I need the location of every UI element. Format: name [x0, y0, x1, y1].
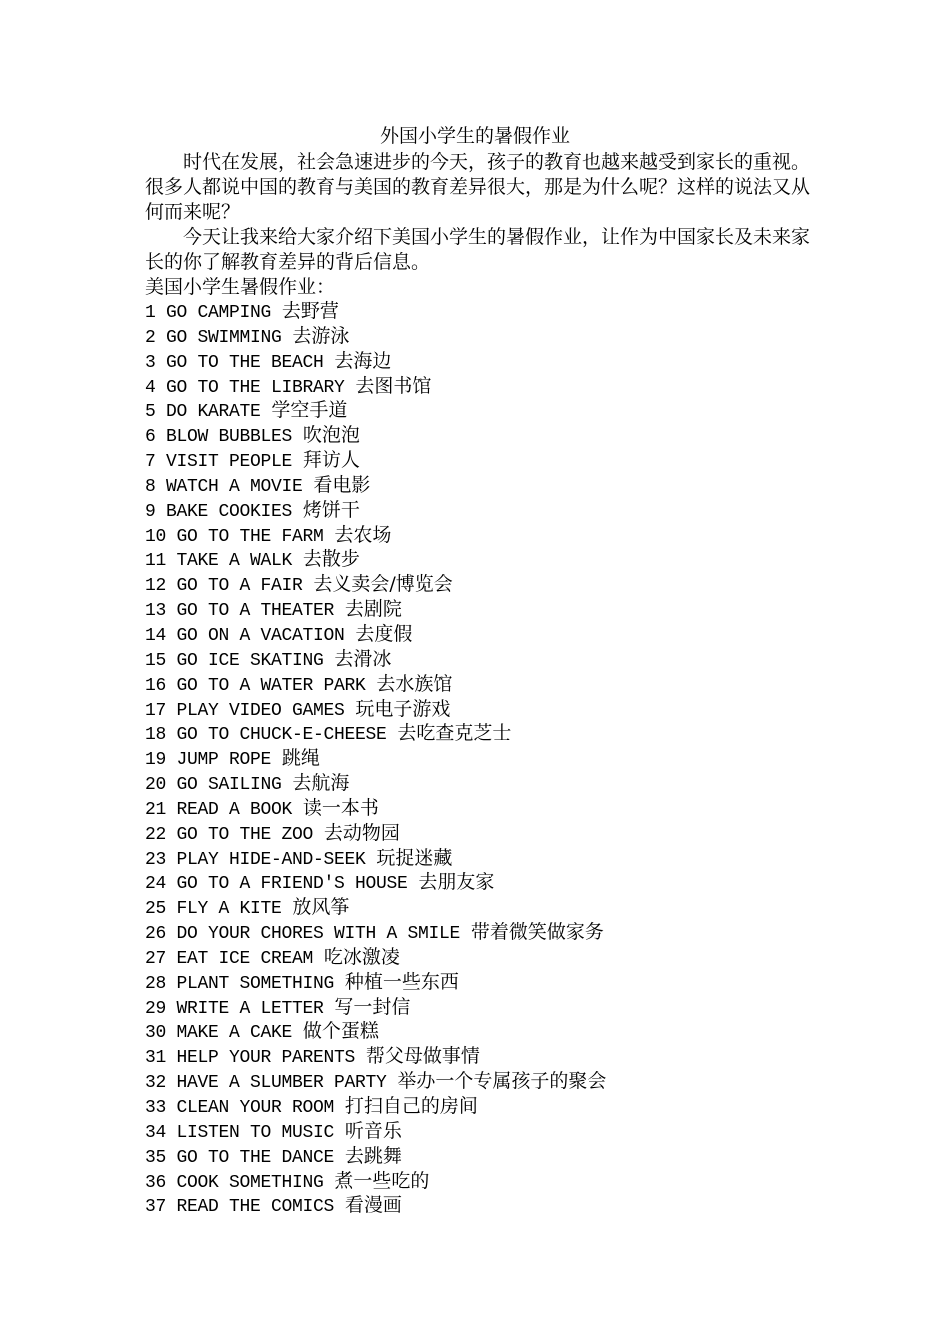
list-item-english: 37 READ THE COMICS — [145, 1197, 335, 1218]
list-item-chinese: 看电影 — [313, 473, 371, 496]
list-heading: 美国小学生暑假作业： — [145, 276, 336, 298]
list-item — [145, 622, 845, 647]
list-item-chinese: 拜访人 — [302, 449, 360, 472]
list-item-chinese: 去航海 — [292, 772, 350, 795]
list-item-english: 30 MAKE A CAKE — [145, 1023, 293, 1044]
list-item-english: 33 CLEAN YOUR ROOM — [145, 1098, 335, 1118]
list-item-chinese: 读一本书 — [302, 796, 379, 819]
list-item — [145, 746, 845, 771]
list-item-english: 7 VISIT PEOPLE — [145, 452, 293, 473]
list-item — [145, 970, 845, 995]
list-item-english: 5 DO KARATE — [145, 402, 261, 423]
list-item-english: 6 BLOW BUBBLES — [145, 427, 293, 448]
list-item-chinese: 打扫自己的房间 — [344, 1095, 478, 1117]
list-item-chinese: 带着微笑做家务 — [470, 921, 604, 944]
list-item — [145, 1069, 845, 1094]
list-item — [145, 324, 845, 349]
list-item-english: 17 PLAY VIDEO GAMES — [145, 700, 345, 721]
list-item-english: 22 GO TO THE ZOO — [145, 824, 314, 845]
list-item-chinese: 去跳舞 — [344, 1144, 402, 1167]
list-item-english: 32 HAVE A SLUMBER PARTY — [145, 1073, 387, 1094]
list-item — [145, 995, 845, 1020]
list-item-chinese: 跳绳 — [281, 747, 320, 770]
list-item — [145, 920, 845, 945]
list-item-english: 20 GO SAILING — [145, 775, 282, 796]
list-item-chinese: 煮一些吃的 — [334, 1169, 430, 1192]
intro-paragraph-2: 今天让我来给大家介绍下美国小学生的暑假作业，让作为中国家长及未来家长的你了解教育差异的背后信息。 — [145, 226, 811, 273]
list-item — [145, 672, 845, 697]
list-item-chinese: 去农场 — [334, 523, 392, 546]
list-item-chinese: 帮父母做事情 — [365, 1045, 480, 1068]
list-item-english: 10 GO TO THE FARM — [145, 526, 324, 547]
list-item — [145, 945, 845, 970]
document-title: 外国小学生的暑假作业 — [379, 125, 570, 147]
list-item-english: 29 WRITE A LETTER — [145, 998, 324, 1019]
list-item-english: 8 WATCH A MOVIE — [145, 476, 303, 497]
list-item — [145, 1094, 845, 1119]
list-item-chinese: 举办一个专属孩子的聚会 — [397, 1070, 607, 1093]
list-item-chinese: 写一封信 — [334, 995, 411, 1018]
list-item-chinese: 去度假 — [355, 622, 413, 645]
list-item — [145, 1044, 845, 1069]
list-item-english: 12 GO TO A FAIR — [145, 576, 303, 597]
list-item — [145, 771, 845, 796]
list-item — [145, 1193, 845, 1218]
list-item-english: 11 TAKE A WALK — [145, 551, 293, 572]
list-item-english: 27 EAT ICE CREAM — [145, 948, 314, 969]
list-item — [145, 1019, 845, 1044]
list-item — [145, 597, 845, 622]
list-item-english: 14 GO ON A VACATION — [145, 625, 345, 646]
list-item-chinese: 种植一些东西 — [344, 970, 459, 993]
list-item — [145, 697, 845, 722]
list-item — [145, 1144, 845, 1169]
list-item-english: 18 GO TO CHUCK-E-CHEESE — [145, 725, 387, 746]
list-item — [145, 870, 845, 895]
list-item-english: 1 GO CAMPING — [145, 303, 272, 323]
list-item-english: 23 PLAY HIDE-AND-SEEK — [145, 849, 366, 870]
list-item-chinese: 吹泡泡 — [302, 424, 360, 447]
list-item-chinese: 去义卖会/博览会 — [313, 573, 453, 596]
list-item-chinese: 听音乐 — [344, 1119, 402, 1142]
list-item-english: 36 COOK SOMETHING — [145, 1172, 324, 1193]
list-item-chinese: 玩捉迷藏 — [376, 846, 453, 869]
list-item-chinese: 去野营 — [281, 300, 339, 322]
list-item — [145, 846, 845, 871]
list-item — [145, 299, 845, 324]
list-item-english: 21 READ A BOOK — [145, 799, 293, 820]
list-item-chinese: 去图书馆 — [355, 374, 432, 397]
list-item-chinese: 学空手道 — [271, 399, 348, 422]
list-item-chinese: 烤饼干 — [302, 498, 360, 521]
list-item-english: 4 GO TO THE LIBRARY — [145, 377, 345, 398]
list-item — [145, 572, 845, 597]
list-item-chinese: 看漫画 — [344, 1194, 402, 1217]
list-item — [145, 523, 845, 548]
list-item-english: 34 LISTEN TO MUSIC — [145, 1122, 335, 1143]
list-item-chinese: 玩电子游戏 — [355, 697, 451, 720]
list-item-english: 24 GO TO A FRIEND'S HOUSE — [145, 874, 408, 895]
list-item — [145, 473, 845, 498]
list-item-english: 2 GO SWIMMING — [145, 327, 282, 348]
list-item-chinese: 去水族馆 — [376, 672, 453, 695]
list-item-english: 3 GO TO THE BEACH — [145, 352, 324, 373]
list-item — [145, 895, 845, 920]
list-item-english: 15 GO ICE SKATING — [145, 650, 324, 671]
list-item — [145, 349, 845, 374]
list-item-english: 16 GO TO A WATER PARK — [145, 675, 366, 696]
list-item — [145, 721, 845, 746]
list-item — [145, 398, 845, 423]
list-item-chinese: 放风筝 — [292, 896, 350, 919]
list-item-chinese: 去吃查克芝士 — [397, 722, 512, 745]
list-item-chinese: 做个蛋糕 — [302, 1020, 379, 1043]
list-item-english: 19 JUMP ROPE — [145, 750, 272, 771]
intro-text — [145, 150, 815, 300]
list-item — [145, 547, 845, 572]
list-item-chinese: 去朋友家 — [418, 871, 495, 894]
list-item-english: 25 FLY A KITE — [145, 899, 282, 920]
list-item — [145, 647, 845, 672]
list-item — [145, 1119, 845, 1144]
list-item-english: 26 DO YOUR CHORES WITH A SMILE — [145, 924, 461, 945]
list-item — [145, 796, 845, 821]
list-item-chinese: 去海边 — [334, 349, 392, 372]
homework-list — [145, 299, 845, 1218]
list-item-english: 35 GO TO THE DANCE — [145, 1147, 335, 1168]
list-item — [145, 423, 845, 448]
list-item-english: 9 BAKE COOKIES — [145, 501, 293, 522]
list-item-english: 28 PLANT SOMETHING — [145, 973, 335, 994]
list-item-chinese: 去散步 — [302, 548, 360, 571]
list-item — [145, 1169, 845, 1194]
list-item — [145, 448, 845, 473]
list-item-chinese: 去动物园 — [323, 821, 400, 844]
list-item-chinese: 去剧院 — [344, 598, 402, 621]
list-item-chinese: 去滑冰 — [334, 647, 392, 670]
list-item-english: 13 GO TO A THEATER — [145, 601, 335, 622]
list-item — [145, 821, 845, 846]
list-item — [145, 498, 845, 523]
list-item-english: 31 HELP YOUR PARENTS — [145, 1048, 356, 1069]
list-item — [145, 374, 845, 399]
list-item-chinese: 吃冰激凌 — [323, 945, 400, 968]
list-item-chinese: 去游泳 — [292, 324, 350, 347]
intro-paragraph-1: 时代在发展，社会急速进步的今天，孩子的教育也越来越受到家长的重视。很多人都说中国的教育与美国的教育差异很大，那是为什么呢？这样的说法又从何而来呢？ — [145, 151, 811, 223]
